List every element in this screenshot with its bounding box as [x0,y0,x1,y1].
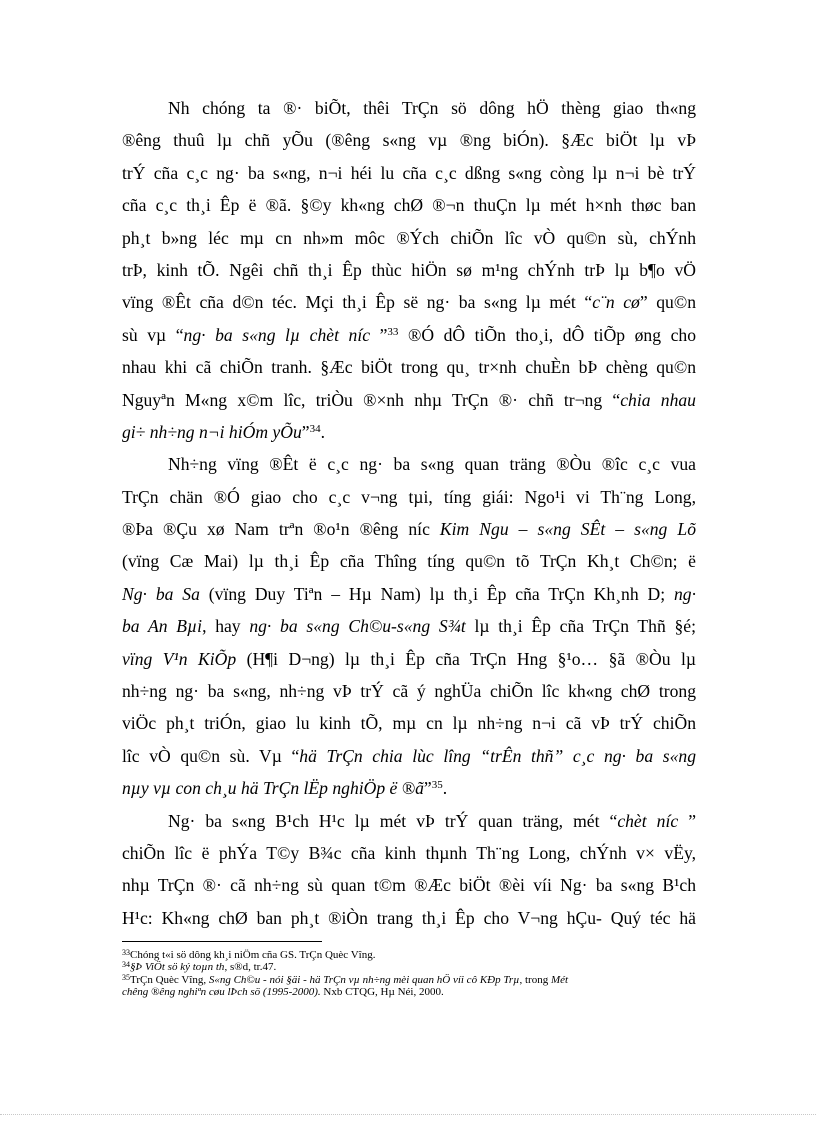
text-line [122,675,696,707]
text-run: Nh÷ng vïng ®Êt ë c¸c ng· ba s«ng quan träng ®Òu ®îc c¸c vua [168,454,696,475]
page-bottom-border [0,1114,816,1115]
text-run: , hay [202,616,250,637]
text-line [122,707,696,739]
text-run: (vïng Duy Tiªn – Hµ Nam) lµ th¸i Êp cña TrÇn Kh¸nh D; [199,583,674,604]
paragraph [122,92,696,448]
text-line [122,578,696,610]
italic-text: S«ng Ch©u - nói §äi - hä TrÇn vµ nh÷ng mèi quan hÖ víi cô KÐp Trµ [208,973,520,986]
text-line [122,740,696,772]
text-run: , s®d, tr.47. [224,961,277,974]
text-line [122,222,696,254]
text-line [122,92,696,124]
italic-text: Mét [550,973,569,986]
text-run: (H¶i D¬ng) lµ th¸i Êp cña TrÇn Hng §¹o… §ã ®Òu lµ [236,648,696,669]
text-run: ®êng thuû lµ chñ yÕu (®êng s«ng vµ ®ng biÓn). §Æc biÖt lµ vÞ [122,130,696,151]
text-line [122,481,696,513]
text-run: Nh chóng ta ®· biÕt, thêi TrÇn sö dông hÖ thèng giao th«ng [168,98,696,118]
text-run: trÝ cña c¸c ng· ba s«ng, n¬i héi lu cña c¸c dßng s«ng còng lµ n¬i bè trÝ [122,162,696,183]
footnote-continuation [122,986,702,998]
text-run: TrÇn chän ®Ó giao cho c¸c v¬ng tµi, tíng giái: Ngo¹i vi Th¨ng Long, [122,486,696,507]
text-line [122,513,696,545]
footnote [122,961,702,973]
text-line [122,545,696,577]
text-run: Ng· ba s«ng B¹ch H¹c lµ mét vÞ trÝ quan träng, mét “ [168,810,618,831]
text-run: ” [301,421,310,442]
italic-text: §Þ ViÖt sö ký toµn th [130,961,225,974]
italic-text: vïng V¹n KiÕp [122,648,237,669]
text-run: sù vµ “ [122,324,184,345]
text-run: ®Ó dÔ tiÕn tho¸i, dÔ tiÕp øng cho [398,324,697,345]
italic-text: c¨n cø [592,292,640,313]
text-run: cña c¸c th¸i Êp ë ®ã. §©y kh«ng chØ ®¬n thuÇn lµ mét h×nh thøc ban [122,195,696,216]
italic-text: nµy vµ con ch¸u hä TrÇn lËp nghiÖp ë ®ã [122,778,424,799]
footnote-separator [122,941,322,942]
italic-text: Ng· ba Sa [122,583,200,604]
text-run: Chóng t«i sö dông kh¸i niÖm cña GS. TrÇn Quèc Vîng. [130,949,376,961]
footnote-ref: 35 [431,779,443,792]
text-line [122,869,696,901]
text-line [122,319,696,351]
text-run: TrÇn Quèc Vîng, [130,973,209,986]
text-run: , trong [519,973,551,986]
italic-text: gi÷ nh÷ng n¬i hiÓm yÕu [122,421,302,442]
text-run: nhau khi cã chiÕn tranh. §Æc biÖt trong qu¸ tr×nh chuÈn bÞ chèng qu©n [122,357,696,378]
text-line [122,351,696,383]
text-run: ph¸t b»ng léc mµ cn nh»m môc ®Ých chiÕn lîc vÒ qu©n sù, chÝnh [122,227,696,248]
italic-text: chia nhau [620,389,696,410]
italic-text: ng· [674,583,696,604]
italic-text: chêng ®êng nghiªn cøu lÞch sö (1995-2000). [122,986,321,999]
italic-text: chèt níc [617,810,689,831]
footnote [122,949,702,961]
text-run: nh÷ng ng· ba s«ng, nh÷ng vÞ trÝ cã ý nghÜa chiÕn lîc kh«ng chØ trong [122,681,696,702]
text-line [122,124,696,156]
text-line [122,254,696,286]
text-line [122,902,696,934]
text-run: nhµ TrÇn ®· cã nh÷ng sù quan t©m ®Æc biÖt ®èi víi Ng· ba s«ng B¹ch [122,875,696,896]
italic-text: ng· ba s«ng Ch©u-s«ng S¾t [249,616,466,637]
text-run: (vïng Cæ Mai) lµ th¸i Êp cña Thîng tíng qu©n tõ TrÇn Kh¸t Ch©n; ë [122,551,696,572]
footnotes [122,949,702,999]
text-run: ” qu©n [639,292,696,313]
text-run: Nguyªn M«ng x©m lîc, triÒu ®×nh nhµ TrÇn ®· chñ tr¬ng “ [122,389,621,410]
body-text [122,92,696,934]
paragraph [122,805,696,935]
footnote-ref: 33 [387,325,399,338]
text-line [122,643,696,675]
text-line [122,610,696,642]
italic-text: ba An Bµi [122,616,203,637]
text-run: chiÕn lîc ë phÝa T©y B¾c cña kinh thµnh Th¨ng Long, chÝnh v× vËy, [122,842,696,863]
footnote-number: 35 [122,972,130,982]
text-run: vïng ®Êt cña d©n téc. Mçi th¸i Êp së ng· ba s«ng lµ mét “ [122,292,593,313]
text-run: Nxb CTQG, Hµ Néi, 2000. [320,986,444,999]
text-run: . [442,778,448,799]
text-line [122,384,696,416]
footnote-ref: 34 [309,422,321,435]
text-run: . [320,421,325,442]
text-run: ®Þa ®Çu xø Nam trªn ®o¹n ®êng níc [122,519,440,540]
text-line [122,772,696,804]
italic-text: ng· ba s«ng lµ chèt níc [183,324,380,345]
italic-text: Kim Ngu – s«ng SÊt – s«ng Lõ [439,519,696,540]
text-line [122,416,696,448]
text-run: ” [688,810,696,831]
footnote-number: 33 [122,948,130,957]
text-run: ” [379,324,388,345]
footnote-number: 34 [122,960,130,970]
text-run: lµ th¸i Êp cña TrÇn Thñ §é; [465,616,696,637]
text-line [122,837,696,869]
text-line [122,805,696,837]
text-run: lîc vÒ qu©n sù. Vµ “ [122,745,300,766]
text-line [122,157,696,189]
text-run: viÖc ph¸t triÓn, giao lu kinh tÕ, mµ cn lµ nh÷ng n¬i cã vÞ trÝ chiÕn [122,713,696,734]
text-run: H¹c: Kh«ng chØ ban ph¸t ®iÒn trang th¸i Êp cho V¬ng hÇu- Quý téc hä [122,907,696,928]
footnote [122,974,702,986]
text-run: trÞ, kinh tÕ. Ngêi chñ th¸i Êp thùc hiÖn sø m¹ng chÝnh trÞ lµ b¶o vÖ [122,259,696,280]
paragraph [122,448,696,804]
text-line [122,189,696,221]
text-line [122,448,696,480]
text-run: ” [423,778,432,799]
italic-text: hä TrÇn chia lùc lîng “trÊn thñ” c¸c ng· ba s«ng [299,745,696,766]
text-line [122,286,696,318]
